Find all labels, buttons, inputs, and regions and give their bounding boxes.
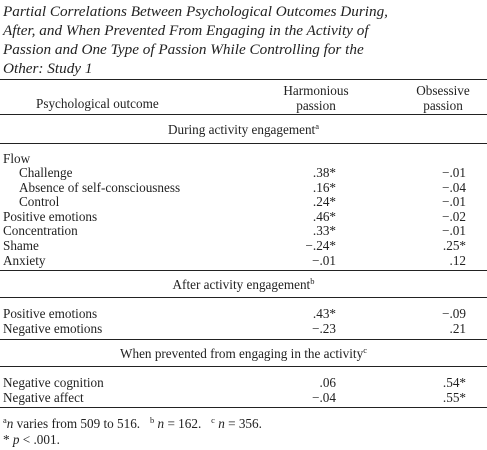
obsessive-value: .25* bbox=[442, 238, 466, 253]
row-label: Concentration bbox=[3, 223, 78, 239]
section-prevented-title-text: When prevented from engaging in the activity bbox=[120, 346, 364, 361]
row-label: Shame bbox=[3, 238, 39, 253]
obsessive-value: .21 bbox=[449, 320, 466, 336]
section-after-top-rule bbox=[0, 270, 487, 271]
harmonious-value: −.04 bbox=[312, 389, 336, 405]
header-obsessive bbox=[398, 83, 487, 113]
caption-line: Other: Study 1 bbox=[3, 60, 93, 77]
bottom-rule bbox=[0, 407, 487, 408]
section-prevented-title bbox=[0, 346, 487, 361]
section-during-title-text: During activity engagement bbox=[168, 122, 316, 137]
harmonious-value: .46* bbox=[312, 208, 336, 224]
obsessive-value: .55* bbox=[442, 389, 466, 405]
obsessive-value: .54* bbox=[442, 375, 466, 390]
note-n-c: n bbox=[218, 416, 225, 431]
footnote-marker-b: b bbox=[310, 276, 315, 286]
header-harmonious-line2: passion bbox=[296, 98, 336, 113]
note-p: p bbox=[12, 432, 20, 447]
section-after-rule bbox=[0, 297, 487, 298]
header-rule bbox=[0, 114, 487, 115]
row-label: Negative emotions bbox=[3, 320, 103, 336]
note-n-a: n bbox=[6, 416, 14, 431]
table-note-n bbox=[3, 416, 262, 431]
row-label: Positive emotions bbox=[3, 306, 98, 321]
obsessive-value: −.02 bbox=[442, 208, 466, 224]
harmonious-value: .38* bbox=[312, 165, 336, 180]
caption-line: Passion and One Type of Passion While Controlling for the bbox=[3, 41, 364, 58]
footnote-marker-a: a bbox=[315, 121, 319, 131]
header-obsessive-line2: passion bbox=[423, 98, 463, 113]
table-note-p bbox=[3, 432, 60, 447]
top-rule bbox=[0, 79, 487, 80]
harmonious-value: .16* bbox=[312, 179, 336, 195]
note-sup-c: c bbox=[211, 415, 215, 425]
harmonious-value: .33* bbox=[312, 223, 336, 239]
section-after-title-text: After activity engagement bbox=[172, 277, 311, 292]
section-prevented-top-rule bbox=[0, 339, 487, 340]
harmonious-value: −.01 bbox=[312, 252, 336, 268]
obsessive-value: .12 bbox=[449, 252, 466, 268]
harmonious-value: −.24* bbox=[305, 238, 336, 253]
note-text-c: = 356. bbox=[224, 416, 262, 431]
row-label: Negative cognition bbox=[3, 375, 104, 390]
section-prevented-rule bbox=[0, 366, 487, 367]
row-label: Absence of self-consciousness bbox=[19, 179, 181, 195]
obsessive-value: −.01 bbox=[442, 223, 466, 239]
note-sup-b: b bbox=[150, 415, 155, 425]
harmonious-value: .06 bbox=[319, 375, 336, 390]
footnote-marker-c: c bbox=[363, 345, 367, 355]
note-sup-a: a bbox=[3, 415, 7, 425]
caption-line: After, and When Prevented From Engaging in the Activity of bbox=[3, 22, 369, 39]
header-outcome: Psychological outcome bbox=[36, 96, 159, 111]
obsessive-value: −.01 bbox=[442, 165, 466, 180]
row-label: Positive emotions bbox=[3, 208, 98, 224]
header-harmonious-line1: Harmonious bbox=[283, 83, 349, 98]
row-label: Control bbox=[19, 194, 60, 210]
section-during-rule bbox=[0, 143, 487, 144]
row-label: Challenge bbox=[19, 165, 73, 180]
obsessive-value: −.01 bbox=[442, 194, 466, 210]
note-star: * bbox=[3, 432, 10, 447]
note-p-text: < .001. bbox=[19, 432, 60, 447]
section-during-title bbox=[0, 122, 487, 137]
note-text-b: = 162. bbox=[164, 416, 202, 431]
table-caption bbox=[3, 2, 483, 78]
caption-line: Partial Correlations Between Psychological Outcomes During, bbox=[3, 3, 388, 20]
obsessive-value: −.09 bbox=[442, 306, 466, 321]
row-label: Negative affect bbox=[3, 389, 84, 405]
note-text-a: varies from 509 to 516. bbox=[13, 416, 141, 431]
note-n-b: n bbox=[157, 416, 165, 431]
header-harmonious bbox=[266, 83, 366, 113]
row-label: Anxiety bbox=[3, 252, 46, 268]
harmonious-value: .24* bbox=[312, 194, 336, 210]
group-flow-label: Flow bbox=[3, 151, 31, 166]
section-after-title bbox=[0, 277, 487, 292]
harmonious-value: −.23 bbox=[312, 320, 336, 336]
header-obsessive-line1: Obsessive bbox=[416, 83, 470, 98]
harmonious-value: .43* bbox=[312, 306, 336, 321]
obsessive-value: −.04 bbox=[442, 179, 466, 195]
